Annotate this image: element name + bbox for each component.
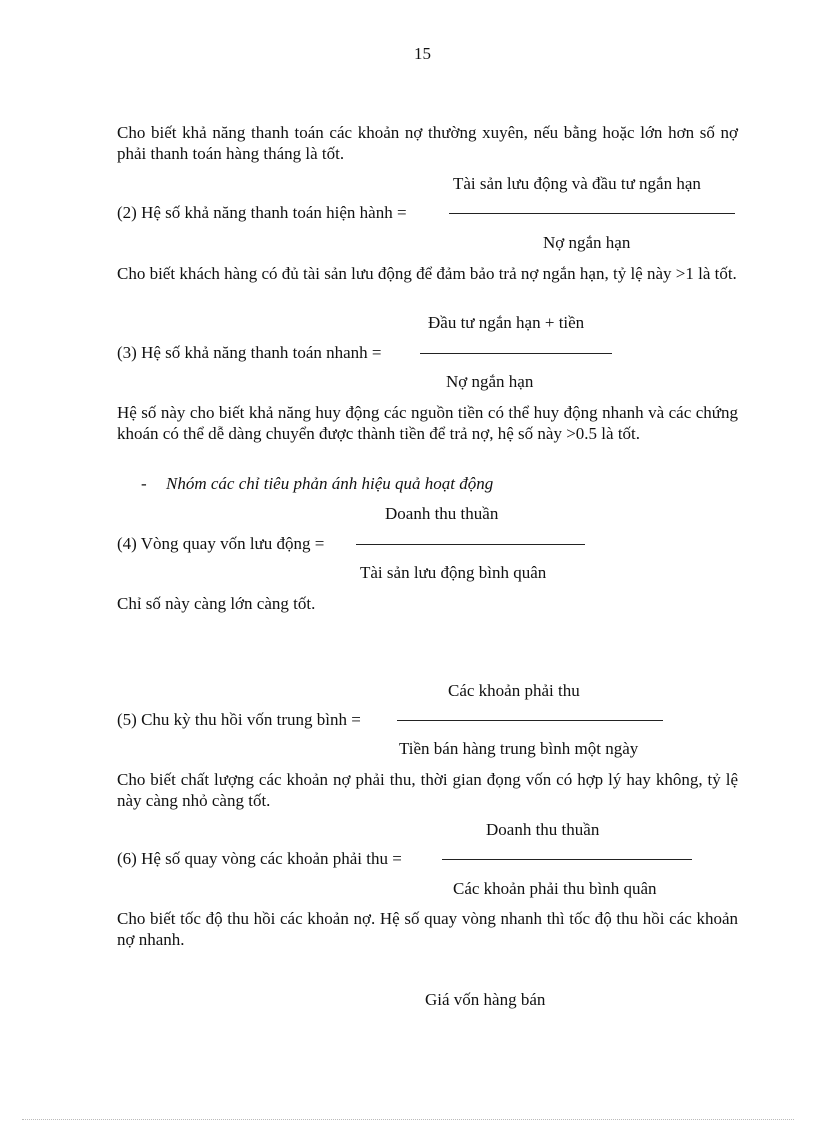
formula-5-label: (5) Chu kỳ thu hồi vốn trung bình =	[117, 710, 361, 729]
formula-3-label: (3) Hệ số khả năng thanh toán nhanh =	[117, 343, 382, 362]
formula-5-denominator: Tiền bán hàng trung bình một ngày	[399, 739, 639, 758]
formula-4-fraction-bar	[356, 544, 585, 545]
paragraph-5: Cho biết chất lượng các khoản nợ phải thu, thời gian đọng vốn có hợp lý hay không, tỷ lệ này càng nhỏ càng tốt.	[117, 770, 738, 810]
formula-6-fraction-bar	[442, 859, 692, 860]
formula-3-numerator: Đầu tư ngắn hạn + tiền	[428, 313, 585, 332]
formula-6-numerator: Doanh thu thuần	[486, 820, 600, 839]
formula-2-denominator: Nợ ngắn hạn	[543, 233, 631, 252]
formula-2-numerator: Tài sản lưu động và đầu tư ngắn hạn	[453, 174, 701, 193]
paragraph-3: Hệ số này cho biết khả năng huy động các nguồn tiền có thể huy động nhanh và các chứng khoán có thể dễ dàng chuyển được thành tiền để trả nợ, hệ số này >0.5 là tốt.	[117, 403, 738, 443]
paragraph-1: Cho biết khả năng thanh toán các khoản nợ thường xuyên, nếu bằng hoặc lớn hơn số nợ phải thanh toán hàng tháng là tốt.	[117, 123, 738, 163]
paragraph-2: Cho biết khách hàng có đủ tài sản lưu động để đảm bảo trả nợ ngắn hạn, tỷ lệ này >1 là tốt.	[117, 264, 737, 283]
formula-5-fraction-bar	[397, 720, 663, 721]
page-bottom-border	[22, 1119, 794, 1120]
formula-4-label: (4) Vòng quay vốn lưu động =	[117, 534, 325, 553]
paragraph-4: Chỉ số này càng lớn càng tốt.	[117, 594, 316, 613]
formula-7-numerator: Giá vốn hàng bán	[425, 990, 546, 1009]
formula-3-denominator: Nợ ngắn hạn	[446, 372, 534, 391]
formula-5-numerator: Các khoản phải thu	[448, 681, 580, 700]
bullet-text: Nhóm các chỉ tiêu phản ánh hiệu quả hoạt động	[166, 474, 494, 493]
formula-4-numerator: Doanh thu thuần	[385, 504, 499, 523]
formula-4-denominator: Tài sản lưu động bình quân	[360, 563, 547, 582]
bullet-marker: -	[141, 474, 147, 493]
formula-6-denominator: Các khoản phải thu bình quân	[453, 879, 657, 898]
formula-2-label: (2) Hệ số khả năng thanh toán hiện hành =	[117, 203, 407, 222]
paragraph-6: Cho biết tốc độ thu hồi các khoản nợ. Hệ số quay vòng nhanh thì tốc độ thu hồi các khoản nợ nhanh.	[117, 909, 738, 949]
formula-2-fraction-bar	[449, 213, 735, 214]
formula-6-label: (6) Hệ số quay vòng các khoản phải thu =	[117, 849, 402, 868]
page-number: 15	[414, 44, 431, 63]
formula-3-fraction-bar	[420, 353, 612, 354]
